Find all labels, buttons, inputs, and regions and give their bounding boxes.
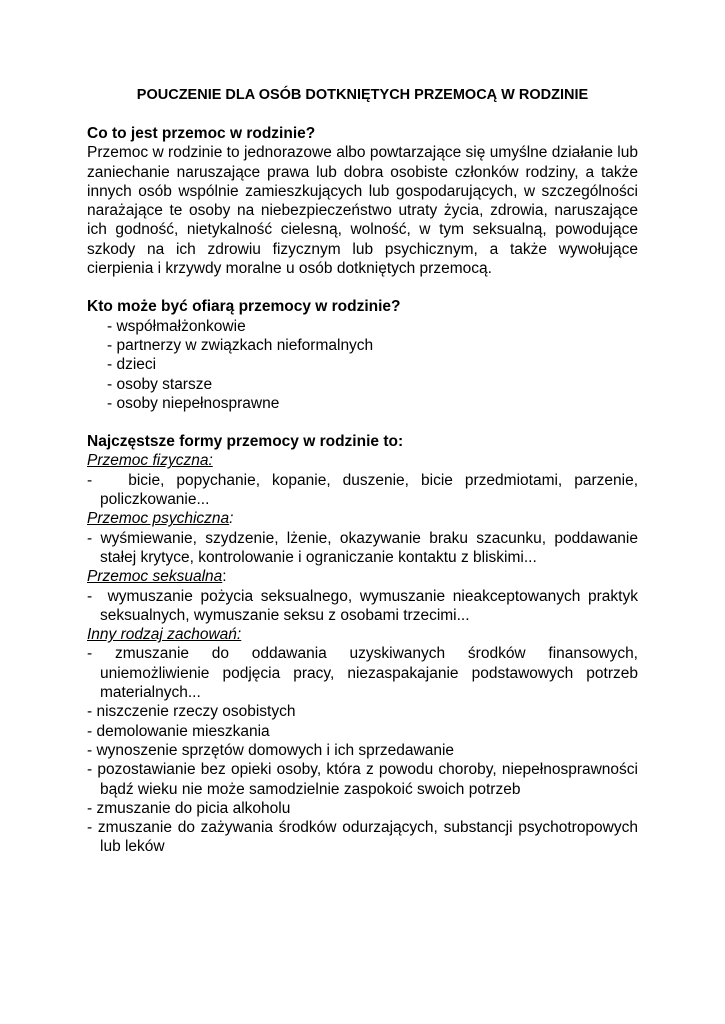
- list-dash: -: [87, 741, 93, 759]
- list-item-text: bicie, popychanie, kopanie, duszenie, bicie przedmiotami, parzenie, policzkowanie...: [100, 471, 639, 509]
- list-item-text: wymuszanie pożycia seksualnego, wymuszanie nieakceptowanych praktyk seksualnych, wymuszanie seksu z osobami trzecimi...: [100, 587, 638, 624]
- list-dash: -: [87, 799, 93, 817]
- list-item: [87, 587, 638, 626]
- list-item: [87, 722, 638, 741]
- subheading-physical: [87, 451, 638, 470]
- list-dash: -: [87, 529, 93, 547]
- subheading-physical-label: Przemoc fizyczna: [87, 452, 209, 470]
- subheading-sexual-colon: :: [222, 568, 227, 586]
- list-item-text: zmuszanie do zażywania środków odurzających, substancji psychotropowych lub leków: [97, 819, 638, 856]
- list-item: [87, 799, 638, 818]
- list-dash: -: [87, 587, 93, 605]
- list-item-text: zmuszanie do oddawania uzyskiwanych środków finansowych, uniemożliwienie podjęcia pracy, niezaspakajanie podstawowych potrzeb materialnych...: [100, 645, 638, 702]
- list-item: [87, 644, 638, 702]
- subheading-psychological-colon: :: [229, 510, 234, 528]
- victim-list-item: - osoby niepełnosprawne: [107, 394, 280, 412]
- subheading-other: Inny rodzaj zachowań:: [87, 626, 242, 644]
- victim-list-item: - partnerzy w związkach nieformalnych: [107, 336, 374, 354]
- list-item: [87, 741, 638, 760]
- victim-list-item: - osoby starsze: [107, 375, 213, 393]
- list-item-text: niszczenie rzeczy osobistych: [96, 703, 296, 721]
- section-heading-definition: Co to jest przemoc w rodzinie?: [87, 125, 316, 142]
- definition-paragraph: Przemoc w rodzinie to jednorazowe albo powtarzające się umyślne działanie lub zaniechanie naruszające prawa lub dobra osobiste członków rodziny, a także innych osób wspólnie zamieszkujących lub gospodarujących, w szczególności narażające te osoby na niebezpieczeństwo utraty życia, zdrowia, naruszające ich godność, nietykalność cielesną, wolność, w tym seksualną, powodujące szkody na ich zdrowiu fizycznym lub psychicznym, a także wywołujące cierpienia i krzywdy moralne u osób dotkniętych przemocą.: [87, 144, 638, 278]
- document-body: [87, 124, 638, 857]
- list-dash: -: [87, 645, 93, 663]
- list-item: [87, 818, 638, 857]
- list-item: [87, 760, 638, 799]
- subheading-psychological: [87, 509, 638, 528]
- list-dash: -: [87, 761, 93, 779]
- list-item-text: zmuszanie do picia alkoholu: [96, 799, 291, 817]
- list-item-text: demolowanie mieszkania: [96, 722, 270, 740]
- list-dash: -: [87, 703, 93, 721]
- subheading-physical-colon: :: [208, 452, 213, 470]
- victim-list-item: - dzieci: [107, 356, 157, 374]
- list-item-text: pozostawianie bez opieki osoby, która z powodu choroby, niepełnosprawności bądź wieku nie może samodzielnie zaspokoić swoich potrzeb: [97, 761, 638, 798]
- document-title: POUCZENIE DLA OSÓB DOTKNIĘTYCH PRZEMOCĄ W RODZINIE: [136, 87, 589, 103]
- subheading-sexual: [87, 567, 638, 586]
- subheading-sexual-label: Przemoc seksualna: [87, 568, 223, 586]
- section-heading-forms: Najczęstsze formy przemocy w rodzinie to:: [87, 433, 404, 451]
- list-dash: -: [87, 471, 93, 489]
- subheading-psychological-label: Przemoc psychiczna: [87, 510, 230, 528]
- list-dash: -: [87, 722, 93, 740]
- list-item-text: wynoszenie sprzętów domowych i ich sprzedawanie: [96, 741, 455, 759]
- list-dash: -: [87, 819, 93, 837]
- list-item: [87, 702, 638, 721]
- list-item: [87, 471, 638, 510]
- list-item: [87, 529, 638, 568]
- victim-list-item: - współmałżonkowie: [107, 317, 246, 335]
- list-item-text: wyśmiewanie, szydzenie, lżenie, okazywanie braku szacunku, poddawanie stałej krytyce, kontrolowanie i ograniczanie kontaktu z bliskimi...: [100, 529, 638, 566]
- section-heading-victims: Kto może być ofiarą przemocy w rodzinie?: [87, 298, 401, 316]
